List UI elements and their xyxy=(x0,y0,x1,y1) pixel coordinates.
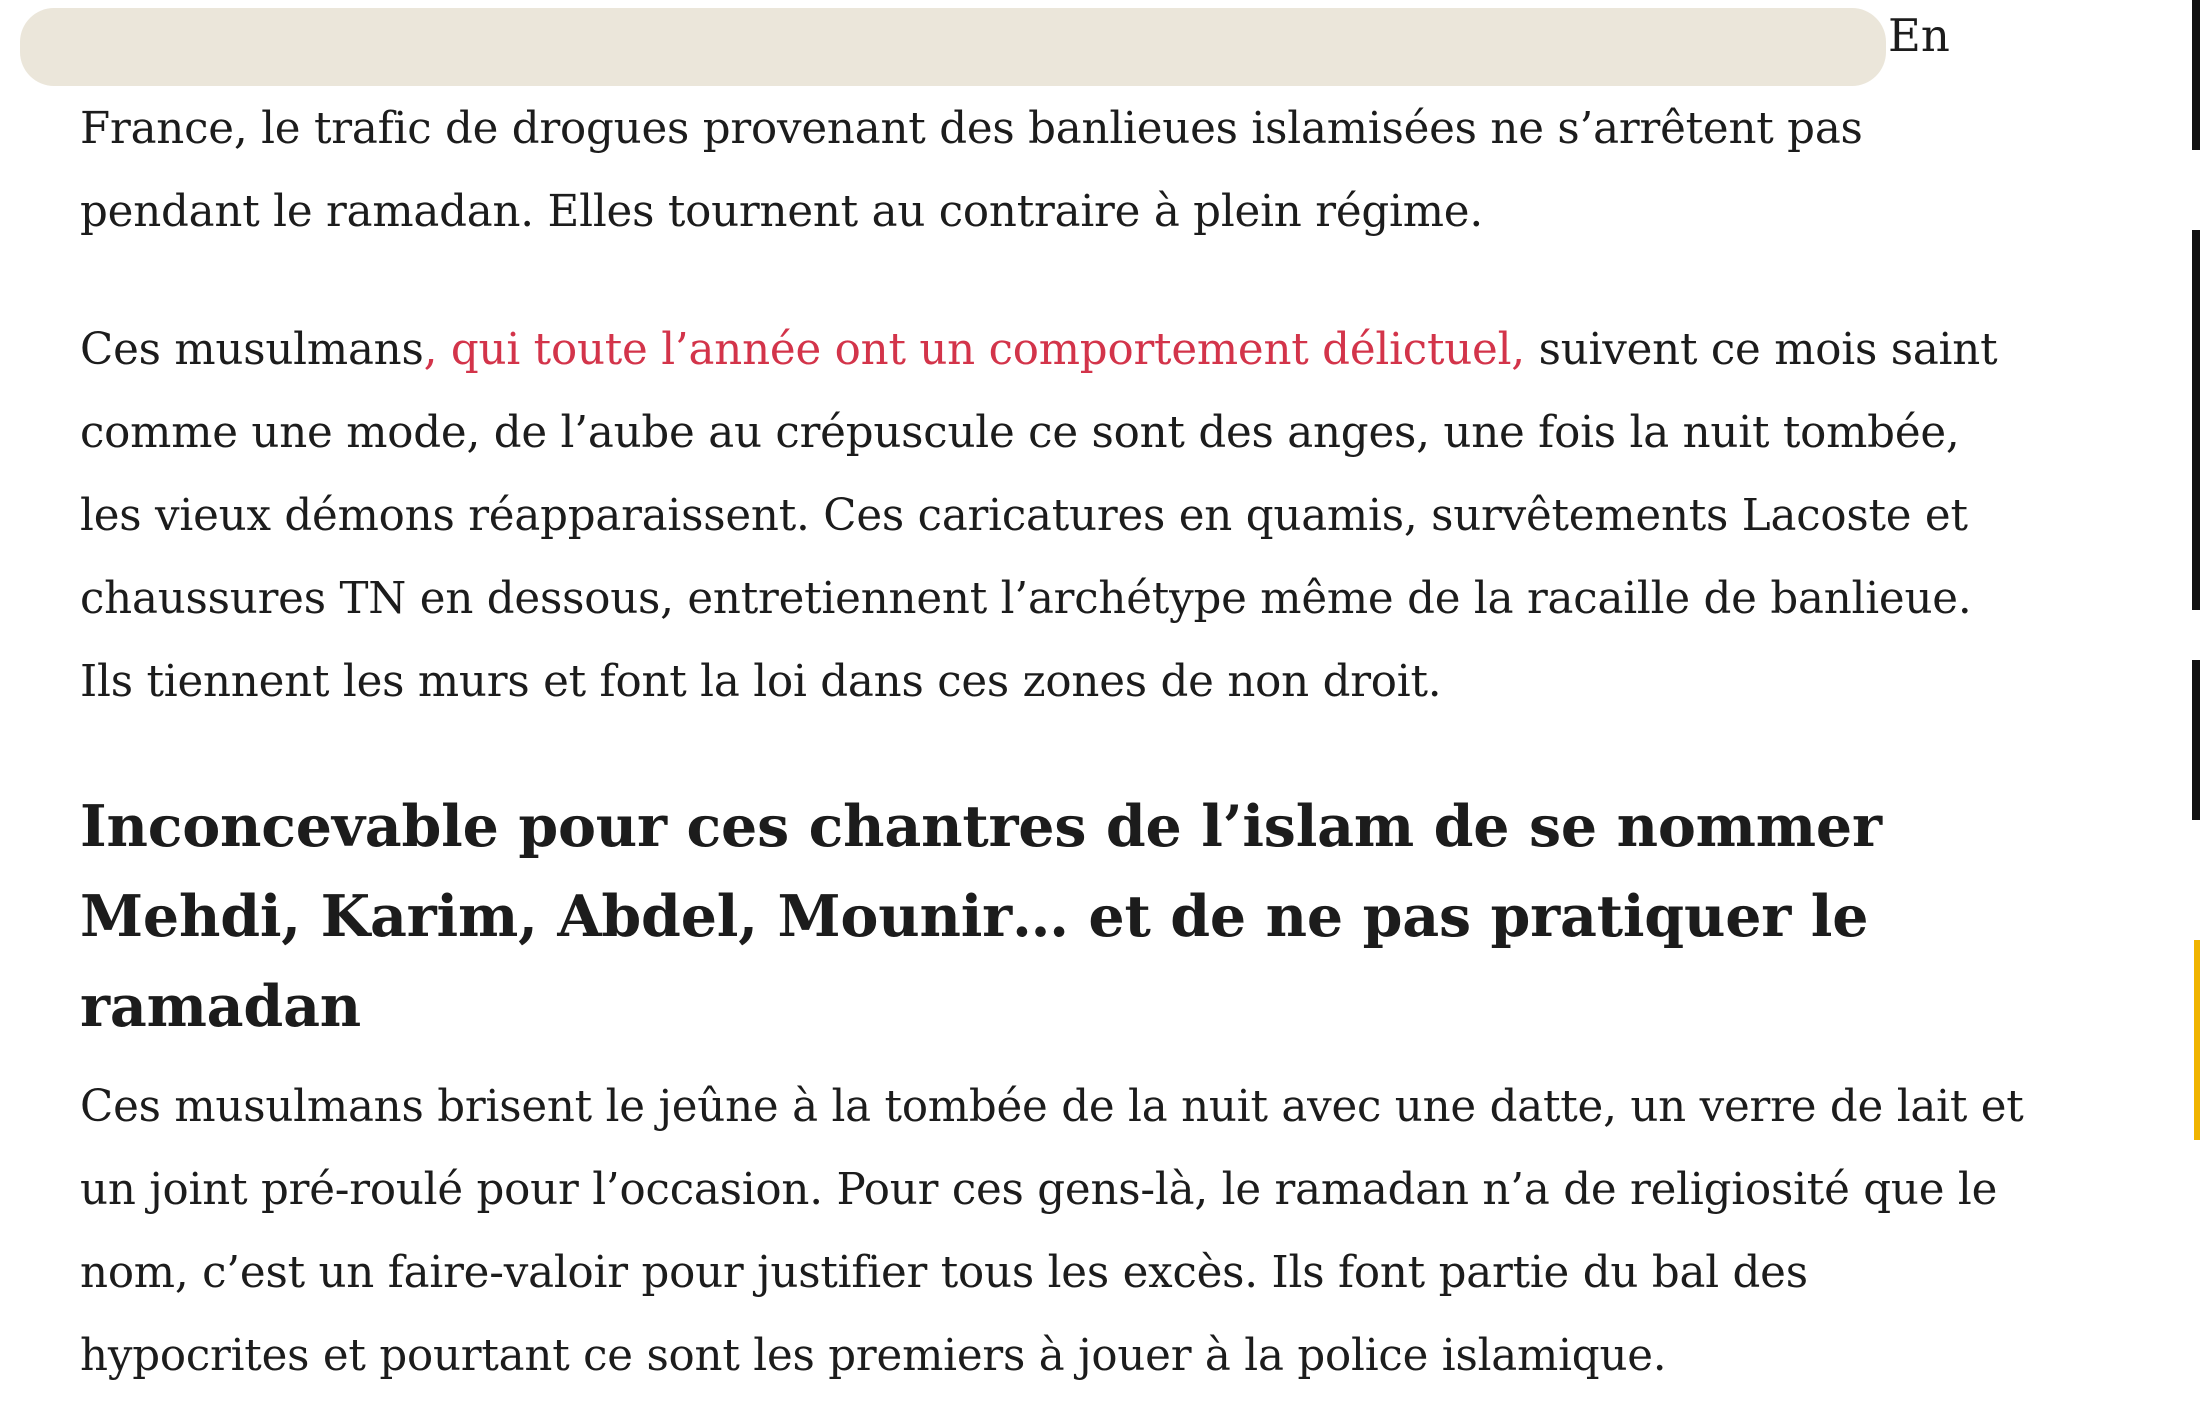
top-line-fragment: En xyxy=(1888,9,1950,62)
edge-accent-bar xyxy=(2194,940,2200,1140)
section-heading xyxy=(80,782,2140,1052)
paragraph xyxy=(80,1066,2140,1398)
heading-line: ramadan xyxy=(80,973,362,1040)
text-line: Ils tiennent les murs et font la loi dans ces zones de non droit. xyxy=(80,657,1442,707)
text-line xyxy=(80,309,2140,392)
heading-line: Inconcevable pour ces chantres de l’islam de se nommer xyxy=(80,793,1882,860)
article-body xyxy=(80,88,2140,1398)
edge-fragment xyxy=(2192,0,2200,150)
text-line: France, le trafic de drogues provenant des banlieues islamisées ne s’arrêtent pas xyxy=(80,104,1863,154)
redaction-bar xyxy=(20,8,1886,86)
paragraph xyxy=(80,309,2140,724)
text-line: nom, c’est un faire-valoir pour justifier tous les excès. Ils font partie du bal des xyxy=(80,1248,1808,1298)
sidebar-edge xyxy=(2190,0,2200,1414)
text-segment: suivent ce mois saint xyxy=(1524,325,1998,375)
highlighted-text: , qui toute l’année ont un comportement délictuel, xyxy=(423,325,1525,375)
text-line: un joint pré-roulé pour l’occasion. Pour ces gens-là, le ramadan n’a de religiosité que le xyxy=(80,1165,1998,1215)
text-line: chaussures TN en dessous, entretiennent l’archétype même de la racaille de banlieue. xyxy=(80,574,1972,624)
heading-line: Mehdi, Karim, Abdel, Mounir… et de ne pas pratiquer le xyxy=(80,883,1869,950)
text-line: Ces musulmans brisent le jeûne à la tombée de la nuit avec une datte, un verre de lait et xyxy=(80,1082,2024,1132)
text-line: les vieux démons réapparaissent. Ces caricatures en quamis, survêtements Lacoste et xyxy=(80,491,1968,541)
edge-fragment xyxy=(2192,230,2200,610)
text-segment: Ces musulmans xyxy=(80,325,424,375)
text-line: pendant le ramadan. Elles tournent au contraire à plein régime. xyxy=(80,187,1483,237)
paragraph xyxy=(80,88,2140,254)
edge-fragment xyxy=(2192,660,2200,820)
text-line: comme une mode, de l’aube au crépuscule ce sont des anges, une fois la nuit tombée, xyxy=(80,408,1960,458)
text-line: hypocrites et pourtant ce sont les premiers à jouer à la police islamique. xyxy=(80,1331,1667,1381)
